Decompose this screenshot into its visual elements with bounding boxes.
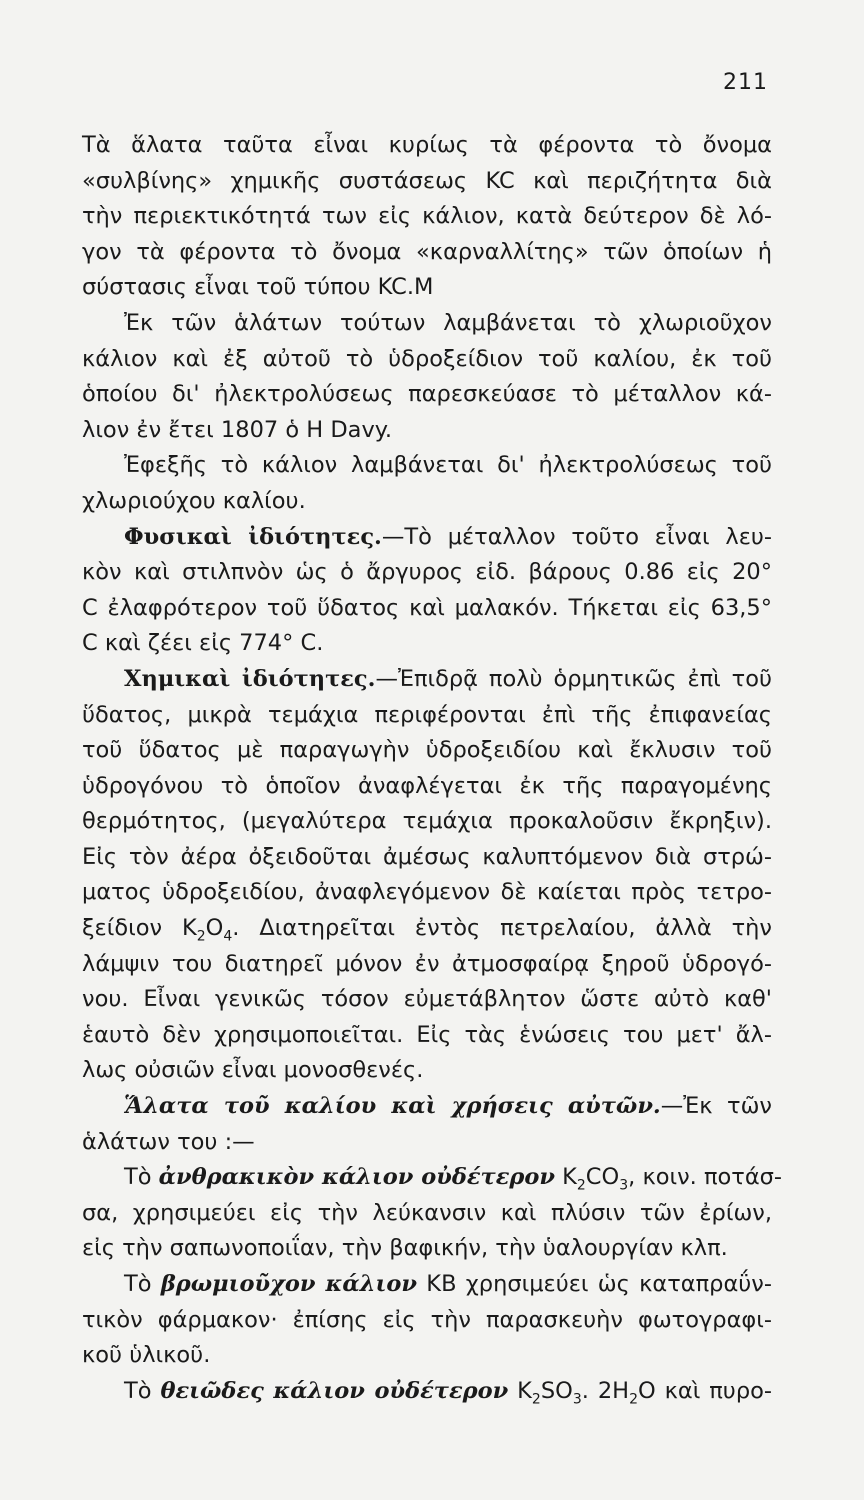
subscript: 3 — [619, 1177, 629, 1194]
section-text: —Ἐπιδρᾷ πολὺ ὁρμητικῶς ἐπὶ τοῦ — [375, 665, 772, 692]
text-fragment: . Διατηρεῖται ἐντὸς πετρελαίου, ἀλλὰ τὴν — [232, 915, 772, 942]
text-line: κοῦ ὑλικοῦ. — [82, 1342, 211, 1369]
subscript: 4 — [223, 928, 233, 945]
text-line: ὕδατος, μικρὰ τεμάχια περιφέρονται ἐπὶ τῆς ἐπιφανείας — [82, 701, 772, 728]
text-line: σύστασις εἶναι τοῦ τύπου KC.M — [82, 274, 434, 301]
text-fragment: Τὸ — [124, 1377, 161, 1404]
text-fragment: O — [205, 915, 224, 942]
section-line-physical — [82, 520, 772, 556]
text-line: Ἐκ τῶν ἁλάτων τούτων λαμβάνεται τὸ χλωριοῦχον — [124, 309, 772, 336]
text-line: Εἰς τὸν ἀέρα ὀξειδοῦται ἀμέσως καλυπτόμενον διὰ στρώ- — [82, 843, 772, 870]
text-line-formula — [82, 911, 772, 947]
text-line-sulfite — [82, 1374, 772, 1410]
text-line: κάλιον καὶ ἐξ αὐτοῦ τὸ ὑδροξείδιον τοῦ καλίου, ἐκ τοῦ — [82, 345, 772, 372]
body-text — [82, 128, 783, 1409]
text-fragment: , κοιν. ποτάσ- — [628, 1164, 783, 1191]
text-fragment: SO — [540, 1377, 573, 1404]
section-heading-salts: Ἅλατα τοῦ καλίου καὶ χρήσεις αὐτῶν. — [124, 1093, 661, 1120]
page-number: 211 — [723, 70, 768, 95]
text-line: C ἐλαφρότερον τοῦ ὕδατος καὶ μαλακόν. Τήκεται εἰς 63,5° — [82, 594, 772, 621]
text-line: τὴν περιεκτικότητά των εἰς κάλιον, κατὰ δεύτερον δὲ λό- — [82, 203, 772, 230]
subscript: 2 — [629, 1391, 638, 1408]
text-fragment: K — [554, 1164, 577, 1191]
section-text: —Ἐκ τῶν — [660, 1093, 772, 1120]
text-line: ἁλάτων του :— — [82, 1128, 255, 1155]
text-fragment: ξείδιον K — [82, 915, 197, 942]
text-line: ὑδρογόνου τὸ ὁποῖον ἀναφλέγεται ἐκ τῆς παραγομένης — [82, 772, 772, 799]
text-fragment: Τὸ — [124, 1164, 159, 1191]
text-line: ὁποίου δι' ἠλεκτρολύσεως παρεσκεύασε τὸ μέταλλον κά- — [82, 381, 772, 408]
section-line-chemical — [82, 662, 772, 698]
text-line: Ἐφεξῆς τὸ κάλιον λαμβάνεται δι' ἠλεκτρολύσεως τοῦ — [124, 452, 772, 479]
text-line: κὸν καὶ στιλπνὸν ὡς ὁ ἄργυρος εἰδ. βάρους 0.86 εἰς 20° — [82, 559, 772, 586]
text-line: ματος ὑδροξειδίου, ἀναφλεγόμενον δὲ καίεται πρὸς τετρο- — [82, 879, 772, 906]
subscript: 3 — [572, 1391, 582, 1408]
text-fragment: CO — [585, 1164, 620, 1191]
text-line: θερμότητος, (μεγαλύτερα τεμάχια προκαλοῦσιν ἔκρηξιν). — [82, 808, 772, 835]
text-line: λως οὐσιῶν εἶναι μονοσθενές. — [82, 1057, 424, 1084]
text-line: τοῦ ὕδατος μὲ παραγωγὴν ὑδροξειδίου καὶ ἔκλυσιν τοῦ — [82, 737, 772, 764]
subscript: 2 — [196, 928, 206, 945]
text-line: Τὰ ἅλατα ταῦτα εἶναι κυρίως τὰ φέροντα τὸ ὄνομα — [82, 132, 772, 158]
text-line: λιον ἐν ἔτει 1807 ὁ H Davy. — [82, 416, 393, 443]
text-line: εἰς τὴν σαπωνοποιΐαν, τὴν βαφικήν, τὴν ὑαλουργίαν κλπ. — [82, 1235, 728, 1262]
subscript: 2 — [576, 1177, 586, 1194]
section-text: —Τὸ μέταλλον τοῦτο εἶναι λευ- — [381, 523, 772, 550]
section-line-salts — [82, 1089, 772, 1125]
text-fragment: Τὸ — [124, 1271, 161, 1297]
term-bromide: βρωμιοῦχον κάλιον — [160, 1271, 417, 1297]
text-fragment: O καὶ πυρο- — [637, 1377, 772, 1404]
text-line: χλωριούχου καλίου. — [82, 487, 306, 514]
text-fragment: KB χρησιμεύει ὡς καταπραΰν- — [417, 1271, 772, 1297]
text-line-bromide — [82, 1267, 772, 1303]
text-line-carbonate — [82, 1160, 783, 1196]
text-fragment: K — [508, 1377, 532, 1404]
subscript: 2 — [531, 1391, 541, 1408]
text-fragment: . 2H — [581, 1377, 630, 1404]
text-line: γον τὰ φέροντα τὸ ὄνομα «καρναλλίτης» τῶν ὁποίων ἡ — [82, 238, 772, 265]
text-line: σα, χρησιμεύει εἰς τὴν λεύκανσιν καὶ πλύσιν τῶν ἐρίων, — [82, 1199, 772, 1226]
text-line: «συλβίνης» χημικῆς συστάσεως KC καὶ περιζήτητα διὰ — [82, 167, 772, 194]
text-line: νου. Εἶναι γενικῶς τόσον εὐμετάβλητον ὥστε αὐτὸ καθ' — [82, 986, 772, 1013]
term-sulfite: θειῶδες κάλιον οὐδέτερον — [160, 1377, 509, 1404]
section-heading-physical: Φυσικαὶ ἰδιότητες. — [124, 523, 382, 550]
term-carbonate: ἀνθρακικὸν κάλιον οὐδέτερον — [158, 1164, 555, 1191]
text-line: λάμψιν του διατηρεῖ μόνον ἐν ἀτμοσφαίρᾳ ξηροῦ ὑδρογό- — [82, 950, 772, 977]
text-line: τικὸν φάρμακον· ἐπίσης εἰς τὴν παρασκευὴν φωτογραφι- — [82, 1306, 772, 1333]
text-line: C καὶ ζέει εἰς 774° C. — [82, 630, 324, 657]
section-heading-chemical: Χημικαὶ ἰδιότητες. — [124, 665, 376, 692]
text-line: ἑαυτὸ δὲν χρησιμοποιεῖται. Εἰς τὰς ἑνώσεις του μετ' ἄλ- — [82, 1021, 772, 1048]
